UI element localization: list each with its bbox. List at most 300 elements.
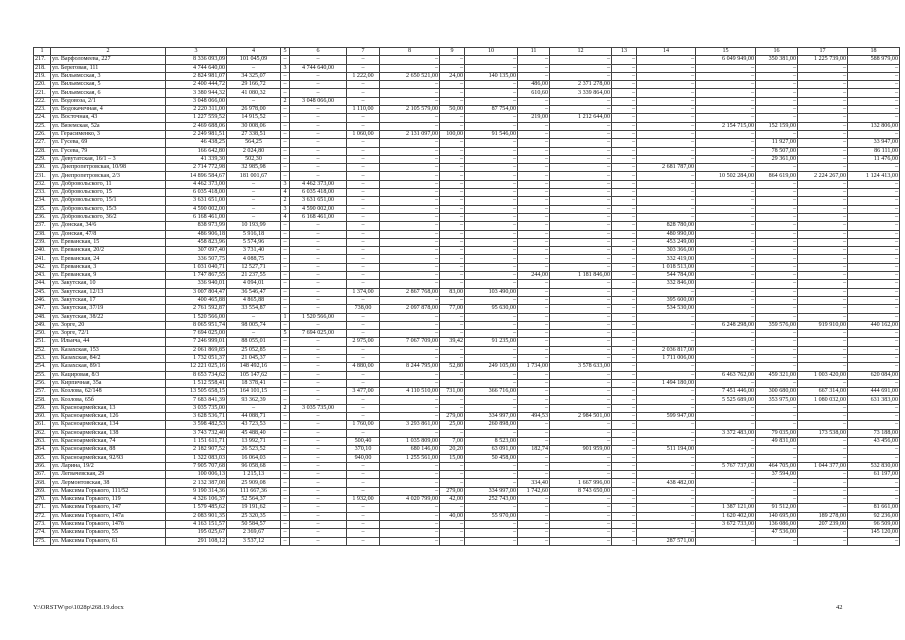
table-cell-col-13: – (612, 147, 637, 155)
table-cell-col-10: 252 743,00 (465, 496, 518, 504)
table-cell-col-9: 42,00 (440, 496, 465, 504)
table-cell-col-14: – (637, 404, 696, 412)
table-cell-col-17: – (798, 437, 848, 445)
table-cell-col-9: – (440, 330, 465, 338)
table-cell-col-14: 438 482,00 (637, 479, 696, 487)
table-cell-col-3: 6 168 461,00 (166, 213, 227, 221)
table-cell-col-2: ул. Максима Горького, 147б (51, 520, 166, 528)
table-cell-col-17: – (798, 404, 848, 412)
table-cell-col-15: – (696, 354, 756, 362)
table-cell-col-18: 1 124 413,00 (848, 172, 900, 180)
table-cell-col-2: ул. Казахская, 84/2 (51, 354, 166, 362)
table-cell-col-17: – (798, 330, 848, 338)
table-cell-col-3: 4 326 106,37 (166, 496, 227, 504)
table-cell-col-1: 244. (34, 280, 51, 288)
table-cell-col-8: – (380, 471, 440, 479)
table-row (34, 388, 900, 396)
table-cell-col-10: – (465, 238, 518, 246)
table-cell-col-11: – (518, 147, 550, 155)
table-cell-col-13: – (612, 56, 637, 64)
table-cell-col-4: – (227, 97, 281, 105)
table-cell-col-3: 3 628 536,71 (166, 413, 227, 421)
table-cell-col-4: 502,30 (227, 155, 281, 163)
table-cell-col-12: – (550, 230, 612, 238)
table-cell-col-14: – (637, 520, 696, 528)
table-cell-col-3: 1 579 485,62 (166, 504, 227, 512)
table-cell-col-12: – (550, 338, 612, 346)
table-cell-col-8: – (380, 213, 440, 221)
table-cell-col-7: – (347, 512, 380, 520)
table-cell-col-1: 220. (34, 81, 51, 89)
table-cell-col-8: – (380, 330, 440, 338)
table-cell-col-17: – (798, 197, 848, 205)
table-cell-col-18: 440 162,00 (848, 321, 900, 329)
table-cell-col-6: 3 048 066,00 (290, 97, 347, 105)
table-cell-col-2: ул. Максима Горького, 119 (51, 496, 166, 504)
table-cell-col-2: ул. Днепропетровская, 2/3 (51, 172, 166, 180)
table-cell-col-6: – (290, 471, 347, 479)
table-cell-col-6: – (290, 512, 347, 520)
table-cell-col-10: – (465, 504, 518, 512)
table-cell-col-14: 303 366,00 (637, 247, 696, 255)
table-cell-col-8: – (380, 512, 440, 520)
table-cell-col-17: 667 314,00 (798, 388, 848, 396)
table-cell-col-11: 1 734,00 (518, 363, 550, 371)
table-cell-col-18: 43 456,00 (848, 437, 900, 445)
table-cell-col-5: – (281, 446, 290, 454)
table-cell-col-12: 2 984 501,00 (550, 413, 612, 421)
table-cell-col-1: 250. (34, 330, 51, 338)
table-cell-col-17: – (798, 147, 848, 155)
table-cell-col-18: – (848, 479, 900, 487)
table-cell-col-12: – (550, 512, 612, 520)
table-cell-col-6: – (290, 305, 347, 313)
table-cell-col-14: – (637, 288, 696, 296)
table-cell-col-14: – (637, 106, 696, 114)
table-cell-col-12: 2 371 278,00 (550, 81, 612, 89)
table-cell-col-18: – (848, 454, 900, 462)
table-cell-col-9: – (440, 222, 465, 230)
table-cell-col-13: – (612, 354, 637, 362)
table-cell-col-11: 1 742,60 (518, 487, 550, 495)
table-cell-col-2: ул. Красноармейская, 74 (51, 437, 166, 445)
table-cell-col-4: 36 546,47 (227, 288, 281, 296)
table-cell-col-4: 93 362,39 (227, 396, 281, 404)
table-cell-col-4: – (227, 180, 281, 188)
table-cell-col-10: – (465, 462, 518, 470)
table-row (34, 213, 900, 221)
table-cell-col-3: 7 905 707,68 (166, 462, 227, 470)
table-cell-col-13: – (612, 122, 637, 130)
table-cell-col-1: 263. (34, 437, 51, 445)
table-cell-col-18: 33 947,00 (848, 139, 900, 147)
table-cell-col-10: 95 630,00 (465, 305, 518, 313)
table-cell-col-7: – (347, 537, 380, 545)
table-cell-col-14: – (637, 429, 696, 437)
table-cell-col-12: – (550, 321, 612, 329)
table-cell-col-17: – (798, 421, 848, 429)
table-cell-col-17: – (798, 189, 848, 197)
table-cell-col-16: – (756, 446, 798, 454)
table-cell-col-13: – (612, 346, 637, 354)
table-row (34, 56, 900, 64)
table-cell-col-1: 227. (34, 139, 51, 147)
table-cell-col-1: 261. (34, 421, 51, 429)
table-cell-col-18: – (848, 255, 900, 263)
table-cell-col-11: – (518, 520, 550, 528)
table-cell-col-3: 166 642,80 (166, 147, 227, 155)
table-cell-col-15: – (696, 496, 756, 504)
table-cell-col-11: – (518, 205, 550, 213)
table-cell-col-1: 259. (34, 404, 51, 412)
table-cell-col-7: – (347, 114, 380, 122)
table-cell-col-7: – (347, 64, 380, 72)
table-cell-col-18: – (848, 222, 900, 230)
table-row (34, 197, 900, 205)
table-cell-col-9: – (440, 114, 465, 122)
table-cell-col-9: 25,00 (440, 421, 465, 429)
table-cell-col-11: 334,40 (518, 479, 550, 487)
table-cell-col-10: 91 546,00 (465, 130, 518, 138)
table-cell-col-2: ул. Ереванская, 24 (51, 255, 166, 263)
table-cell-col-15: – (696, 346, 756, 354)
table-cell-col-11: – (518, 139, 550, 147)
table-cell-col-18: – (848, 89, 900, 97)
table-cell-col-15: – (696, 197, 756, 205)
table-cell-col-11: – (518, 172, 550, 180)
table-cell-col-10: 50 458,00 (465, 454, 518, 462)
table-cell-col-13: – (612, 437, 637, 445)
table-cell-col-11: – (518, 296, 550, 304)
table-cell-col-11: – (518, 346, 550, 354)
table-cell-col-11: – (518, 388, 550, 396)
table-cell-col-7: – (347, 379, 380, 387)
table-cell-col-7: 1 060,00 (347, 130, 380, 138)
header-cell-2: 2 (51, 48, 166, 56)
table-cell-col-1: 252. (34, 346, 51, 354)
table-cell-col-1: 260. (34, 413, 51, 421)
table-cell-col-8: – (380, 321, 440, 329)
table-cell-col-6: – (290, 139, 347, 147)
table-cell-col-16: – (756, 305, 798, 313)
table-cell-col-2: ул. Казахская, 89/1 (51, 363, 166, 371)
table-cell-col-12: – (550, 330, 612, 338)
table-row (34, 346, 900, 354)
table-cell-col-17: – (798, 72, 848, 80)
table-cell-col-18: – (848, 213, 900, 221)
table-cell-col-5: 1 (281, 313, 290, 321)
header-cell-1: 1 (34, 48, 51, 56)
table-cell-col-1: 231. (34, 172, 51, 180)
table-cell-col-3: 838 973,99 (166, 222, 227, 230)
table-cell-col-11: – (518, 338, 550, 346)
table-cell-col-6: 1 520 566,00 (290, 313, 347, 321)
table-cell-col-2: ул. Восточная, 43 (51, 114, 166, 122)
table-cell-col-18: 81 661,00 (848, 504, 900, 512)
table-cell-col-5: – (281, 537, 290, 545)
table-cell-col-8: – (380, 139, 440, 147)
table-cell-col-8: – (380, 529, 440, 537)
table-cell-col-17: – (798, 280, 848, 288)
table-cell-col-1: 275. (34, 537, 51, 545)
header-cell-10: 10 (465, 48, 518, 56)
table-cell-col-12: – (550, 189, 612, 197)
table-cell-col-9: 39,42 (440, 338, 465, 346)
table-cell-col-1: 217. (34, 56, 51, 64)
table-cell-col-12: – (550, 379, 612, 387)
table-cell-col-5: – (281, 263, 290, 271)
table-cell-col-10: – (465, 263, 518, 271)
table-cell-col-16: – (756, 230, 798, 238)
table-cell-col-5: – (281, 379, 290, 387)
table-cell-col-7: 2 975,00 (347, 338, 380, 346)
table-cell-col-10: – (465, 379, 518, 387)
table-row (34, 404, 900, 412)
table-cell-col-4: 52 564,37 (227, 496, 281, 504)
table-cell-col-1: 246. (34, 296, 51, 304)
table-cell-col-16: – (756, 205, 798, 213)
table-cell-col-15: – (696, 139, 756, 147)
table-cell-col-10: – (465, 371, 518, 379)
table-cell-col-9: – (440, 81, 465, 89)
table-cell-col-16: 459 321,00 (756, 371, 798, 379)
table-cell-col-11: – (518, 471, 550, 479)
table-cell-col-2: ул. Красноармейская, 138 (51, 429, 166, 437)
table-row (34, 172, 900, 180)
table-cell-col-2: ул. Вильямсская, 6 (51, 89, 166, 97)
table-cell-col-12: – (550, 238, 612, 246)
table-cell-col-4: 88 055,01 (227, 338, 281, 346)
table-cell-col-15: – (696, 155, 756, 163)
table-cell-col-12: – (550, 172, 612, 180)
table-cell-col-6: – (290, 529, 347, 537)
table-cell-col-5: – (281, 529, 290, 537)
table-cell-col-15: – (696, 421, 756, 429)
table-cell-col-15: – (696, 338, 756, 346)
table-cell-col-7: – (347, 272, 380, 280)
table-cell-col-9: – (440, 529, 465, 537)
table-cell-col-15: – (696, 529, 756, 537)
header-cell-14: 14 (637, 48, 696, 56)
table-cell-col-14: 599 947,00 (637, 413, 696, 421)
table-row (34, 130, 900, 138)
table-cell-col-17: 1 225 739,00 (798, 56, 848, 64)
table-cell-col-7: – (347, 321, 380, 329)
table-cell-col-5: – (281, 130, 290, 138)
table-cell-col-8: – (380, 247, 440, 255)
table-cell-col-14: 332 846,00 (637, 280, 696, 288)
table-cell-col-7: – (347, 529, 380, 537)
table-cell-col-18: – (848, 197, 900, 205)
table-cell-col-8: – (380, 205, 440, 213)
table-cell-col-7: – (347, 487, 380, 495)
table-cell-col-9: 83,00 (440, 288, 465, 296)
table-cell-col-12: – (550, 404, 612, 412)
table-cell-col-4: 98 005,74 (227, 321, 281, 329)
table-cell-col-15: – (696, 180, 756, 188)
table-cell-col-10: 140 135,00 (465, 72, 518, 80)
table-cell-col-15: 6 049 949,00 (696, 56, 756, 64)
table-cell-col-17: – (798, 446, 848, 454)
table-cell-col-7: – (347, 56, 380, 64)
table-cell-col-7: – (347, 205, 380, 213)
table-cell-col-9: 40,00 (440, 512, 465, 520)
table-row (34, 139, 900, 147)
table-cell-col-18: – (848, 280, 900, 288)
table-cell-col-11: – (518, 537, 550, 545)
table-cell-col-18: – (848, 81, 900, 89)
table-cell-col-14: – (637, 363, 696, 371)
table-cell-col-16: 300 680,00 (756, 388, 798, 396)
table-cell-col-14: – (637, 313, 696, 321)
table-cell-col-1: 265. (34, 454, 51, 462)
table-cell-col-15: – (696, 537, 756, 545)
file-path-footer: Y:\ORSTW\po\1028p\268.19.docx (33, 604, 124, 611)
table-cell-col-10: – (465, 296, 518, 304)
table-cell-col-1: 269. (34, 487, 51, 495)
table-cell-col-14: – (637, 496, 696, 504)
table-cell-col-14: – (637, 180, 696, 188)
table-cell-col-7: – (347, 330, 380, 338)
table-cell-col-6: – (290, 222, 347, 230)
table-cell-col-10: – (465, 537, 518, 545)
table-cell-col-9: – (440, 64, 465, 72)
table-row (34, 81, 900, 89)
table-cell-col-3: 2 083 901,35 (166, 512, 227, 520)
table-cell-col-18: – (848, 413, 900, 421)
table-cell-col-14: – (637, 130, 696, 138)
table-cell-col-14: 480 990,00 (637, 230, 696, 238)
table-cell-col-11: 182,74 (518, 446, 550, 454)
table-cell-col-6: – (290, 155, 347, 163)
table-cell-col-18: – (848, 496, 900, 504)
table-cell-col-2: ул. Закутская, 38/22 (51, 313, 166, 321)
table-cell-col-13: – (612, 330, 637, 338)
table-row (34, 313, 900, 321)
table-cell-col-7: – (347, 346, 380, 354)
table-cell-col-16: – (756, 404, 798, 412)
table-cell-col-5: – (281, 139, 290, 147)
table-cell-col-12: 3 578 633,00 (550, 363, 612, 371)
table-cell-col-11: – (518, 122, 550, 130)
table-cell-col-11: – (518, 247, 550, 255)
table-cell-col-1: 219. (34, 72, 51, 80)
table-cell-col-11: – (518, 280, 550, 288)
table-cell-col-2: ул. Красноармейская, 88 (51, 446, 166, 454)
table-cell-col-6: – (290, 446, 347, 454)
table-cell-col-14: 332 419,00 (637, 255, 696, 263)
table-cell-col-6: – (290, 479, 347, 487)
table-cell-col-2: ул. Кирпичная, 35а (51, 379, 166, 387)
table-cell-col-3: 336 507,75 (166, 255, 227, 263)
table-cell-col-17: 207 239,00 (798, 520, 848, 528)
table-cell-col-4: 4 865,88 (227, 296, 281, 304)
table-cell-col-10: – (465, 321, 518, 329)
table-cell-col-10: 334 997,00 (465, 487, 518, 495)
table-cell-col-1: 230. (34, 164, 51, 172)
table-row (34, 305, 900, 313)
table-cell-col-17: 173 538,00 (798, 429, 848, 437)
table-cell-col-3: 3 631 651,00 (166, 197, 227, 205)
table-cell-col-1: 256. (34, 379, 51, 387)
table-cell-col-18: – (848, 379, 900, 387)
table-cell-col-7: 1 932,00 (347, 496, 380, 504)
table-cell-col-18: – (848, 72, 900, 80)
table-cell-col-15: 7 451 446,00 (696, 388, 756, 396)
table-cell-col-14: – (637, 454, 696, 462)
table-cell-col-2: ул. Максима Горького, 147 (51, 504, 166, 512)
table-cell-col-16: 864 619,00 (756, 172, 798, 180)
table-cell-col-15: – (696, 114, 756, 122)
table-cell-col-6: 6 035 418,00 (290, 189, 347, 197)
table-cell-col-12: – (550, 147, 612, 155)
table-cell-col-13: – (612, 446, 637, 454)
table-cell-col-18: 96 509,00 (848, 520, 900, 528)
table-cell-col-14: – (637, 81, 696, 89)
table-cell-col-7: 370,10 (347, 446, 380, 454)
table-cell-col-11: – (518, 238, 550, 246)
table-cell-col-4: 3 537,12 (227, 537, 281, 545)
table-row (34, 371, 900, 379)
table-row (34, 230, 900, 238)
table-cell-col-4: – (227, 330, 281, 338)
table-cell-col-10: – (465, 197, 518, 205)
table-cell-col-4: 34 325,07 (227, 72, 281, 80)
table-cell-col-5: – (281, 346, 290, 354)
table-cell-col-7: – (347, 263, 380, 271)
table-cell-col-6: – (290, 429, 347, 437)
table-cell-col-9: – (440, 155, 465, 163)
table-cell-col-1: 272. (34, 512, 51, 520)
table-cell-col-12: 1 181 846,00 (550, 272, 612, 280)
table-cell-col-4: – (227, 64, 281, 72)
table-cell-col-9: 279,00 (440, 487, 465, 495)
table-cell-col-16: – (756, 537, 798, 545)
table-cell-col-17: – (798, 155, 848, 163)
table-cell-col-9: – (440, 97, 465, 105)
table-cell-col-7: – (347, 520, 380, 528)
table-cell-col-3: 8 336 093,09 (166, 56, 227, 64)
table-cell-col-18: – (848, 238, 900, 246)
table-cell-col-2: ул. Максима Горького, 61 (51, 537, 166, 545)
table-cell-col-6: 4 744 640,00 (290, 64, 347, 72)
table-cell-col-17: – (798, 305, 848, 313)
table-cell-col-13: – (612, 164, 637, 172)
table-row (34, 222, 900, 230)
table-cell-col-14: – (637, 89, 696, 97)
table-cell-col-10: – (465, 529, 518, 537)
table-cell-col-1: 268. (34, 479, 51, 487)
table-cell-col-18: – (848, 330, 900, 338)
table-cell-col-17: – (798, 230, 848, 238)
table-cell-col-4: 19 191,62 (227, 504, 281, 512)
table-cell-col-8: – (380, 114, 440, 122)
table-cell-col-11: – (518, 97, 550, 105)
table-cell-col-12: – (550, 296, 612, 304)
table-cell-col-6: – (290, 421, 347, 429)
table-cell-col-12: – (550, 155, 612, 163)
table-cell-col-2: ул. Закутская, 12/13 (51, 288, 166, 296)
table-cell-col-13: – (612, 487, 637, 495)
table-cell-col-7: 500,40 (347, 437, 380, 445)
table-row (34, 89, 900, 97)
table-cell-col-2: ул. Водокачечная, 4 (51, 106, 166, 114)
table-cell-col-8: – (380, 81, 440, 89)
table-cell-col-1: 238. (34, 230, 51, 238)
table-cell-col-10: – (465, 280, 518, 288)
table-cell-col-5: – (281, 288, 290, 296)
table-cell-col-14: – (637, 97, 696, 105)
